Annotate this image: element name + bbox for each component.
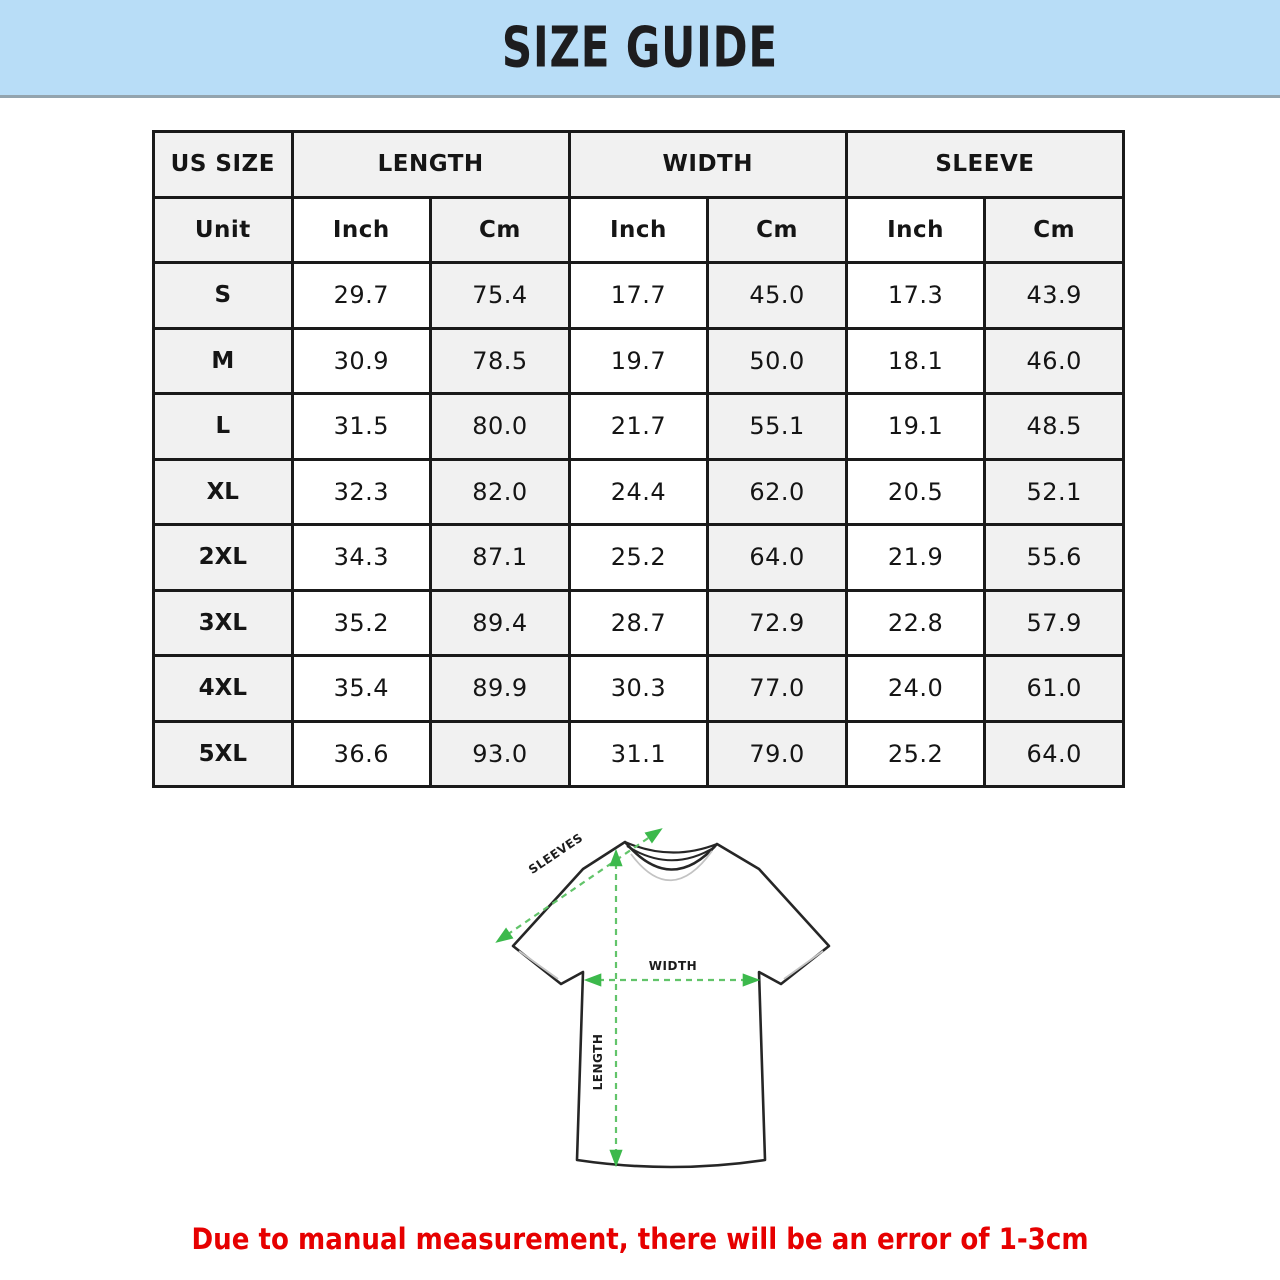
sleeves-label: SLEEVES xyxy=(526,830,586,877)
measurement-cell: 21.7 xyxy=(569,394,708,460)
tshirt-outline-icon xyxy=(513,842,829,1167)
size-label-cell: S xyxy=(154,263,293,329)
table-header-row xyxy=(154,132,1124,198)
title-band xyxy=(0,0,1280,98)
measurement-cell: 72.9 xyxy=(708,590,847,656)
measurement-cell: 89.4 xyxy=(431,590,570,656)
measurement-cell: 25.2 xyxy=(569,525,708,591)
size-label-cell: L xyxy=(154,394,293,460)
measurement-cell: 46.0 xyxy=(985,328,1124,394)
measurement-cell: 30.3 xyxy=(569,656,708,722)
unit-cell: Cm xyxy=(985,197,1124,263)
measurement-cell: 24.0 xyxy=(846,656,985,722)
size-guide-table xyxy=(152,130,1125,788)
measurement-cell: 52.1 xyxy=(985,459,1124,525)
measurement-cell: 55.6 xyxy=(985,525,1124,591)
measurement-cell: 34.3 xyxy=(292,525,431,591)
table-row xyxy=(154,263,1124,329)
unit-row xyxy=(154,197,1124,263)
unit-cell: Cm xyxy=(431,197,570,263)
measurement-cell: 77.0 xyxy=(708,656,847,722)
measurement-cell: 29.7 xyxy=(292,263,431,329)
table-row xyxy=(154,656,1124,722)
page-title: SIZE GUIDE xyxy=(502,14,778,81)
measurement-cell: 62.0 xyxy=(708,459,847,525)
measurement-cell: 18.1 xyxy=(846,328,985,394)
header-length: LENGTH xyxy=(292,132,569,198)
measurement-cell: 64.0 xyxy=(708,525,847,591)
measurement-cell: 93.0 xyxy=(431,721,570,787)
measurement-cell: 28.7 xyxy=(569,590,708,656)
table-row xyxy=(154,721,1124,787)
table-row xyxy=(154,525,1124,591)
measurement-cell: 21.9 xyxy=(846,525,985,591)
measurement-cell: 82.0 xyxy=(431,459,570,525)
tshirt-measurement-diagram xyxy=(488,824,868,1190)
header-sleeve: SLEEVE xyxy=(846,132,1123,198)
measurement-cell: 20.5 xyxy=(846,459,985,525)
measurement-cell: 48.5 xyxy=(985,394,1124,460)
measurement-cell: 50.0 xyxy=(708,328,847,394)
header-us-size: US SIZE xyxy=(154,132,293,198)
size-label-cell: 3XL xyxy=(154,590,293,656)
measurement-cell: 31.5 xyxy=(292,394,431,460)
measurement-cell: 61.0 xyxy=(985,656,1124,722)
size-label-cell: M xyxy=(154,328,293,394)
table-row xyxy=(154,459,1124,525)
measurement-cell: 17.7 xyxy=(569,263,708,329)
measurement-cell: 78.5 xyxy=(431,328,570,394)
length-label: LENGTH xyxy=(591,1033,605,1091)
unit-cell: Inch xyxy=(569,197,708,263)
measurement-cell: 25.2 xyxy=(846,721,985,787)
measurement-cell: 35.2 xyxy=(292,590,431,656)
measurement-cell: 89.9 xyxy=(431,656,570,722)
measurement-cell: 80.0 xyxy=(431,394,570,460)
measurement-cell: 57.9 xyxy=(985,590,1124,656)
size-label-cell: 2XL xyxy=(154,525,293,591)
size-label-cell: 5XL xyxy=(154,721,293,787)
size-label-cell: 4XL xyxy=(154,656,293,722)
size-table-body xyxy=(154,132,1124,787)
measurement-cell: 17.3 xyxy=(846,263,985,329)
table-row xyxy=(154,590,1124,656)
measurement-error-note: Due to manual measurement, there will be an error of 1-3cm xyxy=(191,1222,1089,1256)
measurement-cell: 32.3 xyxy=(292,459,431,525)
unit-cell: Cm xyxy=(708,197,847,263)
measurement-cell: 79.0 xyxy=(708,721,847,787)
measurement-cell: 31.1 xyxy=(569,721,708,787)
measurement-cell: 64.0 xyxy=(985,721,1124,787)
measurement-cell: 24.4 xyxy=(569,459,708,525)
measurement-cell: 55.1 xyxy=(708,394,847,460)
table-row xyxy=(154,328,1124,394)
size-label-cell: XL xyxy=(154,459,293,525)
unit-cell: Inch xyxy=(846,197,985,263)
unit-cell: Inch xyxy=(292,197,431,263)
measurement-cell: 19.1 xyxy=(846,394,985,460)
measurement-cell: 19.7 xyxy=(569,328,708,394)
measurement-cell: 35.4 xyxy=(292,656,431,722)
tshirt-diagram-svg xyxy=(488,824,868,1190)
measurement-cell: 30.9 xyxy=(292,328,431,394)
width-label: WIDTH xyxy=(648,959,698,973)
measurement-cell: 43.9 xyxy=(985,263,1124,329)
header-width: WIDTH xyxy=(569,132,846,198)
measurement-cell: 75.4 xyxy=(431,263,570,329)
measurement-cell: 87.1 xyxy=(431,525,570,591)
measurement-cell: 22.8 xyxy=(846,590,985,656)
measurement-cell: 45.0 xyxy=(708,263,847,329)
table-row xyxy=(154,394,1124,460)
unit-label: Unit xyxy=(154,197,293,263)
measurement-cell: 36.6 xyxy=(292,721,431,787)
